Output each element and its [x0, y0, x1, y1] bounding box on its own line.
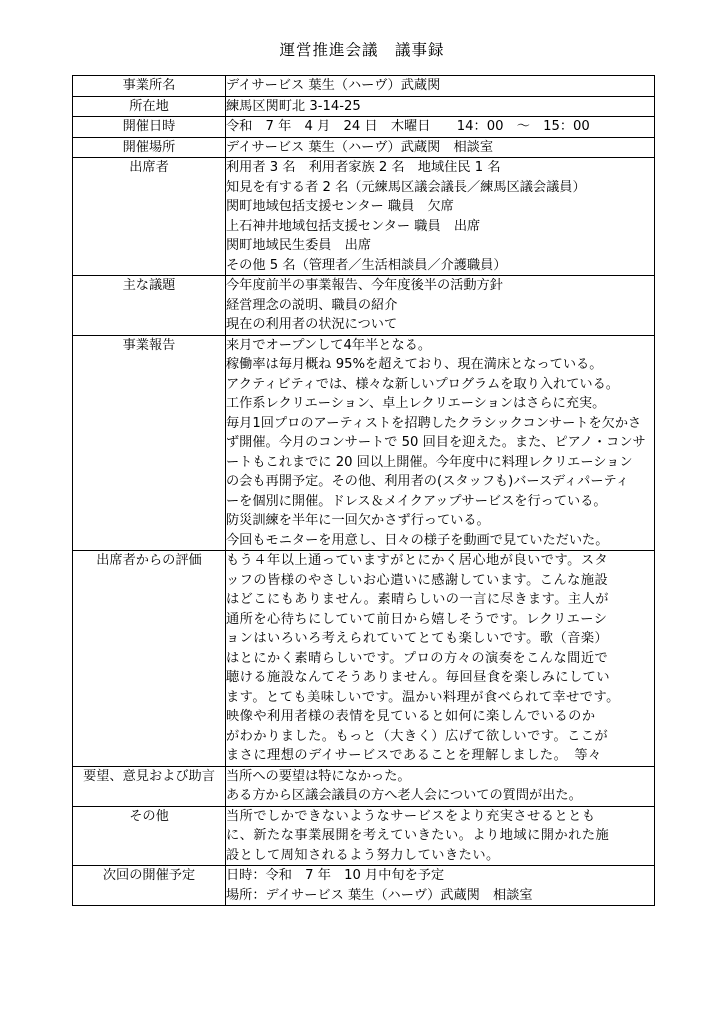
value-line: 上石神井地域包括支援センター 職員 出席	[226, 218, 481, 234]
row-label: 出席者からの評価	[73, 551, 226, 767]
value-line: 練馬区関町北 3-14-25	[226, 98, 361, 114]
value-line: がわかりました。もっと（大きく）広げて欲しいです。ここが	[226, 728, 609, 744]
row-value	[226, 866, 655, 906]
value-line: デイサービス 葉生（ハーヴ）武蔵関 相談室	[226, 139, 494, 155]
value-line: 毎月1回プロのアーティストを招聘したクラシックコンサートを欠かさ	[226, 415, 642, 431]
value-line: まさに理想のデイサービスであることを理解しました。 等々	[226, 748, 602, 763]
row-facility-name	[73, 76, 655, 97]
document-title: 運営推進会議 議事録	[279, 41, 445, 59]
value-line: 当所への要望は特になかった。	[226, 768, 411, 784]
value-line: 知見を有する者 2 名（元練馬区議会議長／練馬区議会議員）	[226, 179, 586, 195]
row-value	[226, 96, 655, 117]
minutes-table-body	[73, 76, 655, 906]
row-label: 開催場所	[73, 137, 226, 158]
row-label: 事業所名	[73, 76, 226, 97]
value-line: その他 5 名（管理者／生活相談員／介護職員）	[226, 257, 507, 273]
value-line: 稼働率は毎月概ね 95%を超えており、現在満床となっている。	[226, 357, 603, 372]
row-value	[226, 276, 655, 336]
value-line: ある方から区議会議員の方へ老人会についての質問が出た。	[226, 788, 582, 803]
value-line: 今年度前半の事業報告、今年度後半の活動方針	[226, 278, 503, 293]
value-line: の会も再開予定。その他、利用者の(スタッフも)バースディパーティ	[226, 474, 629, 489]
value-line: もう４年以上通っていますがとにかく居心地が良いです。スタ	[226, 553, 609, 568]
row-venue	[73, 137, 655, 158]
row-business-report	[73, 335, 655, 551]
value-line: ず開催。今月のコンサートで 50 回目を迎えた。また、ピアノ・コンサ	[226, 435, 646, 450]
value-line: デイサービス 葉生（ハーヴ）武蔵関	[226, 78, 441, 93]
row-next-meeting	[73, 866, 655, 906]
row-label: 主な議題	[73, 276, 226, 336]
row-value	[226, 806, 655, 866]
value-line: ートもこれまでに 20 回以上開催。今年度中に料理レクリエーション	[226, 454, 633, 470]
row-label: 事業報告	[73, 335, 226, 551]
value-line: 設として周知されるよう努力していきたい。	[226, 847, 500, 863]
value-line: ーを個別に開催。ドレス＆メイクアップサービスを行っている。	[226, 493, 607, 509]
value-line: ます。とても美味しいです。温かい料理が食べられて幸せです。	[226, 689, 620, 705]
row-value	[226, 766, 655, 806]
row-label: 所在地	[73, 96, 226, 117]
row-label: 出席者	[73, 158, 226, 276]
value-line: 通所を心待ちにしていて前日から嬉しそうです。レクリエーシ	[226, 611, 608, 627]
row-requests-opinions	[73, 766, 655, 806]
row-datetime	[73, 117, 655, 138]
row-location	[73, 96, 655, 117]
value-line: 令和 7 年 4 月 24 日 木曜日 14：00 ～ 15：00	[226, 119, 590, 134]
value-line: 関町地域包括支援センター 職員 欠席	[226, 199, 454, 214]
row-value	[226, 335, 655, 551]
row-label: 要望、意見および助言	[73, 766, 226, 806]
value-line: 来月でオープンして4年半となる。	[226, 337, 432, 353]
value-line: 場所：デイサービス 葉生（ハーヴ）武蔵関 相談室	[226, 887, 533, 903]
row-value	[226, 551, 655, 767]
row-value	[226, 137, 655, 158]
value-line: に、新たな事業展開を考えていきたい。より地域に開かれた施	[226, 828, 610, 843]
row-agenda	[73, 276, 655, 336]
row-other	[73, 806, 655, 866]
value-line: 防災訓練を半年に一回欠かさず行っている。	[226, 513, 490, 528]
row-value	[226, 117, 655, 138]
row-label: その他	[73, 806, 226, 866]
row-value	[226, 76, 655, 97]
value-line: はとにかく素晴らしいです。プロの方々の演奏をこんな間近で	[226, 650, 609, 666]
value-line: アクティビティでは、様々な新しいプログラムを取り入れている。	[226, 376, 619, 392]
value-line: ッフの皆様のやさしいお心遣いに感謝しています。こんな施設	[226, 572, 609, 588]
value-line: はどこにもありません。素晴らしいの一言に尽きます。主人が	[226, 592, 609, 607]
row-attendee-feedback	[73, 551, 655, 767]
minutes-table	[72, 75, 655, 906]
value-line: 日時：令和 7 年 10 月中旬を予定	[226, 868, 445, 883]
value-line: ョンはいろいろ考えられていてとても楽しいです。歌（音楽）	[226, 631, 609, 646]
row-label: 次回の開催予定	[73, 866, 226, 906]
value-line: 今回もモニターを用意し、日々の様子を動画で見ていただいた。	[226, 532, 609, 548]
row-attendees	[73, 158, 655, 276]
value-line: 経営理念の説明、職員の紹介	[226, 297, 398, 313]
value-line: 聴ける施設なんてそうありません。毎回昼食を楽しみにしてい	[226, 670, 611, 685]
value-line: 映像や利用者様の表情を見ていると如何に楽しんでいるのか	[226, 709, 596, 724]
value-line: 関町地域民生委員 出席	[226, 238, 372, 253]
value-line: 当所でしかできないようなサービスをより充実させるととも	[226, 808, 596, 824]
value-line: 利用者 3 名 利用者家族 2 名 地域住民 1 名	[226, 160, 501, 175]
row-value	[226, 158, 655, 276]
row-label: 開催日時	[73, 117, 226, 138]
value-line: 現在の利用者の状況について	[226, 317, 398, 332]
value-line: 工作系レクリエーション、卓上レクリエーションはさらに充実。	[226, 396, 606, 411]
